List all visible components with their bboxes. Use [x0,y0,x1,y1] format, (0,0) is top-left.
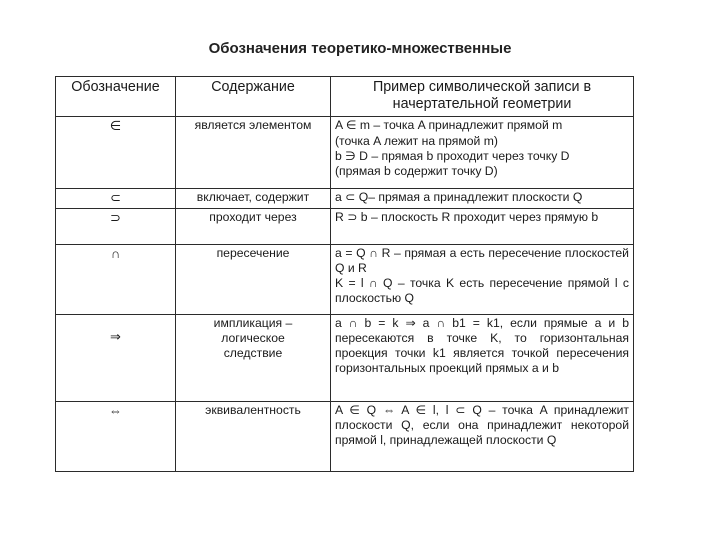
meaning-line: следствие [223,346,283,361]
table-row [56,244,634,314]
example-line: (прямая b содержит точку D) [335,164,498,179]
notation-symbol: ∈ [56,117,176,189]
table-row [56,189,634,208]
table-row [56,314,634,401]
example-line: b ∋ D – прямая b проходит через точку D [335,148,570,163]
example-cell [331,117,634,189]
meaning-cell [176,189,331,208]
meaning-cell [176,401,331,471]
notation-symbol: ⇒ [56,314,176,401]
meaning-cell [176,117,331,189]
meaning-line: импликация – [213,315,293,330]
table-row [56,401,634,471]
example-line: a = Q ∩ R – прямая a есть пересечение плоскостей Q и R [335,245,629,275]
example-line: R ⊃ b – плоскость R проходит через прямую b [335,209,599,224]
notation-symbol: ⊃ [56,208,176,244]
page-title: Обозначения теоретико-множественные [208,40,512,57]
table-row [56,117,634,189]
example-line: a ⊂ Q– прямая a принадлежит плоскости Q [335,190,583,205]
example-line: A ∈ m – точка A принадлежит прямой m [335,118,563,133]
meaning-cell [176,314,331,401]
meaning-line: логическое [221,330,285,345]
meaning-line: проходит через [209,209,297,224]
notation-symbol: ⇔ [56,401,176,471]
header-example: Пример символической записи в начертательной геометрии [331,77,634,117]
meaning-cell [176,208,331,244]
table-header-row [56,77,634,117]
example-line: (точка A лежит на прямой m) [335,133,498,148]
table-row [56,208,634,244]
header-notation: Обозначение [56,77,176,117]
example-line: A ∈ Q ⇔ A ∈ l, l ⊂ Q – точка A принадлежит плоскости Q, если она принадлежит некоторой прямой l, принадлежащей плоскости Q [335,402,629,448]
example-cell [331,208,634,244]
notation-symbol: ⊂ [56,189,176,208]
notation-table [55,76,634,472]
meaning-cell [176,244,331,314]
example-cell [331,244,634,314]
example-cell [331,314,634,401]
example-line: a ∩ b = k ⇒ a ∩ b1 = k1, если прямые a и b пересекаются в точке K, то горизонтальная проекция точки k1 является точкой пересечения горизонтальных проекций прямых a и b [335,315,629,376]
meaning-line: включает, содержит [196,190,310,205]
example-cell [331,401,634,471]
meaning-line: эквивалентность [205,402,301,417]
header-meaning: Содержание [176,77,331,117]
example-line: K = l ∩ Q – точка K есть пересечение прямой l с плоскостью Q [335,276,629,306]
meaning-line: является элементом [194,118,312,133]
example-cell [331,189,634,208]
meaning-line: пересечение [216,245,290,260]
notation-symbol: ∩ [56,244,176,314]
